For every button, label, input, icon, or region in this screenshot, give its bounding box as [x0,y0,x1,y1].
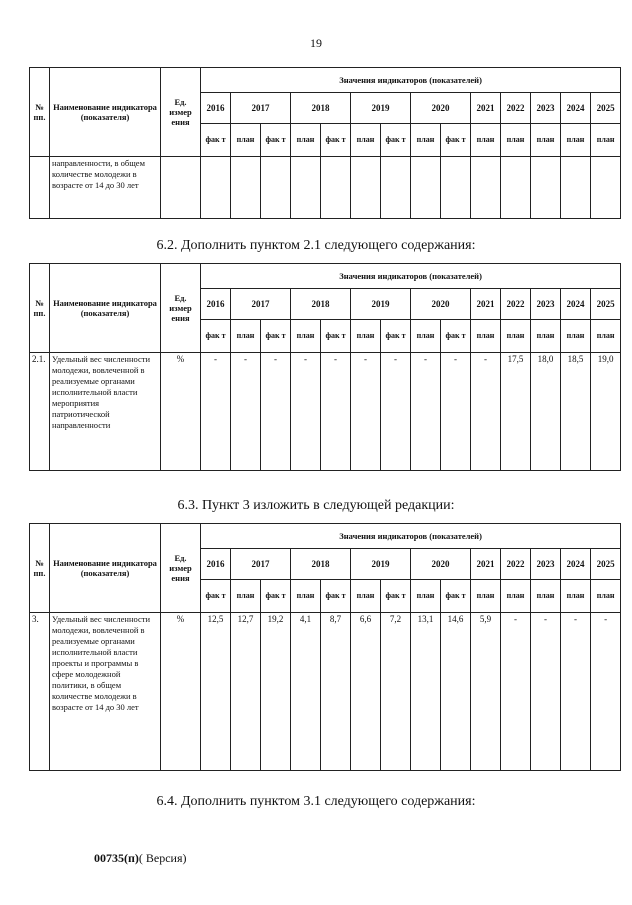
document-version: ( Версия) [138,851,187,865]
header-year: 2025 [591,93,621,124]
header-sub-label: фак т [441,124,471,157]
header-sub-label: план [591,580,621,613]
header-sub-label: план [591,124,621,157]
row-value [441,157,471,219]
header-year: 2018 [291,93,351,124]
header-no: № пп. [30,68,50,157]
header-year: 2023 [531,289,561,320]
row-value [201,157,231,219]
row-value: - [231,353,261,471]
header-year: 2023 [531,93,561,124]
header-year: 2022 [501,93,531,124]
header-name: Наименование индикатора (показателя) [50,68,161,157]
row-indicator-name: направленности, в общем количестве молодежи в возрасте от 14 до 30 лет [50,157,161,219]
header-name: Наименование индикатора (показателя) [50,524,161,613]
header-sub-label: фак т [261,124,291,157]
row-value: - [201,353,231,471]
header-sub-label: фак т [321,320,351,353]
header-sub-label: фак т [201,320,231,353]
row-value [291,157,321,219]
heading-6-4: 6.4. Дополнить пунктом 3.1 следующего содержания: [156,794,476,809]
header-values-title: Значения индикаторов (показателей) [201,264,621,289]
header-year: 2016 [201,93,231,124]
row-value: - [321,353,351,471]
header-year: 2021 [471,549,501,580]
header-year: 2016 [201,549,231,580]
row-value: 18,0 [531,353,561,471]
header-sub-label: план [561,580,591,613]
document-code [94,851,187,866]
row-value [411,157,441,219]
header-sub-label: план [501,320,531,353]
header-sub-label: план [351,320,381,353]
row-unit [161,157,201,219]
header-values-title: Значения индикаторов (показателей) [201,524,621,549]
indicator-table-2 [29,263,621,471]
header-year: 2021 [471,93,501,124]
row-value [351,157,381,219]
header-year: 2024 [561,289,591,320]
header-year: 2022 [501,289,531,320]
header-year: 2017 [231,289,291,320]
row-value [501,157,531,219]
row-number: 2.1. [30,353,50,471]
header-year: 2025 [591,549,621,580]
header-year: 2017 [231,93,291,124]
header-year: 2024 [561,549,591,580]
header-sub-label: план [231,580,261,613]
document-code-number: 00735(п) [94,851,139,865]
header-sub-label: план [501,124,531,157]
row-value: 6,6 [351,613,381,771]
table-row [30,613,621,771]
header-year: 2019 [351,93,411,124]
header-year: 2016 [201,289,231,320]
header-year: 2020 [411,93,471,124]
row-value [591,157,621,219]
header-sub-label: план [591,320,621,353]
row-unit: % [161,353,201,471]
row-value [321,157,351,219]
header-year: 2024 [561,93,591,124]
header-sub-label: план [561,320,591,353]
row-value: - [291,353,321,471]
row-value: 8,7 [321,613,351,771]
header-year: 2021 [471,289,501,320]
header-sub-label: план [531,580,561,613]
header-sub-label: фак т [261,320,291,353]
header-sub-label: план [351,124,381,157]
row-value: 14,6 [441,613,471,771]
row-value: 12,5 [201,613,231,771]
heading-6-3: 6.3. Пункт 3 изложить в следующей редакции: [177,498,455,513]
row-value [471,157,501,219]
header-unit: Ед. измер ения [161,68,201,157]
row-value: 13,1 [411,613,441,771]
header-sub-label: план [231,320,261,353]
row-value: 19,2 [261,613,291,771]
header-sub-label: план [501,580,531,613]
header-sub-label: план [561,124,591,157]
header-sub-label: план [531,124,561,157]
header-sub-label: фак т [321,580,351,613]
row-value: - [381,353,411,471]
header-year: 2020 [411,549,471,580]
header-sub-label: фак т [381,124,411,157]
header-sub-label: фак т [201,580,231,613]
row-value: 12,7 [231,613,261,771]
header-year: 2025 [591,289,621,320]
header-unit: Ед. измер ения [161,524,201,613]
row-number: 3. [30,613,50,771]
row-value: - [441,353,471,471]
header-no: № пп. [30,264,50,353]
indicator-table-3 [29,523,621,771]
row-value: - [261,353,291,471]
header-sub-label: план [471,124,501,157]
header-year: 2023 [531,549,561,580]
header-sub-label: план [471,320,501,353]
header-sub-label: фак т [381,320,411,353]
header-sub-label: фак т [381,580,411,613]
row-value: - [471,353,501,471]
header-sub-label: фак т [261,580,291,613]
header-sub-label: план [291,320,321,353]
row-value: 19,0 [591,353,621,471]
row-value [531,157,561,219]
row-value: - [411,353,441,471]
header-year: 2018 [291,549,351,580]
row-value [561,157,591,219]
header-sub-label: фак т [441,580,471,613]
row-value [261,157,291,219]
row-value: 4,1 [291,613,321,771]
row-number [30,157,50,219]
row-value: - [591,613,621,771]
heading-6-2: 6.2. Дополнить пунктом 2.1 следующего содержания: [156,238,476,253]
row-value: 5,9 [471,613,501,771]
row-value: 17,5 [501,353,531,471]
indicator-table-1 [29,67,621,219]
header-year: 2017 [231,549,291,580]
header-values-title: Значения индикаторов (показателей) [201,68,621,93]
header-sub-label: план [411,124,441,157]
header-sub-label: план [351,580,381,613]
row-value: 7,2 [381,613,411,771]
header-year: 2022 [501,549,531,580]
header-no: № пп. [30,524,50,613]
header-year: 2018 [291,289,351,320]
header-sub-label: план [411,580,441,613]
header-sub-label: план [471,580,501,613]
row-indicator-name: Удельный вес численности молодежи, вовлеченной в реализуемые органами исполнительной власти проекты и программы в сфере молодежной политики, в общем количестве молодежи в возрасте от 14 до 30 лет [50,613,161,771]
header-sub-label: фак т [321,124,351,157]
header-sub-label: фак т [441,320,471,353]
header-year: 2020 [411,289,471,320]
header-year: 2019 [351,549,411,580]
row-value: - [501,613,531,771]
header-sub-label: план [531,320,561,353]
row-value [381,157,411,219]
header-year: 2019 [351,289,411,320]
page-number: 19 [310,36,322,50]
header-sub-label: фак т [201,124,231,157]
header-sub-label: план [411,320,441,353]
row-value: - [531,613,561,771]
row-indicator-name: Удельный вес численности молодежи, вовлеченной в реализуемые органами исполнительной власти мероприятия патриотической направленности [50,353,161,471]
table-row [30,353,621,471]
row-value: - [351,353,381,471]
row-value [231,157,261,219]
header-sub-label: план [291,580,321,613]
row-value: - [561,613,591,771]
table-row [30,157,621,219]
header-sub-label: план [291,124,321,157]
header-name: Наименование индикатора (показателя) [50,264,161,353]
header-unit: Ед. измер ения [161,264,201,353]
row-unit: % [161,613,201,771]
row-value: 18,5 [561,353,591,471]
header-sub-label: план [231,124,261,157]
